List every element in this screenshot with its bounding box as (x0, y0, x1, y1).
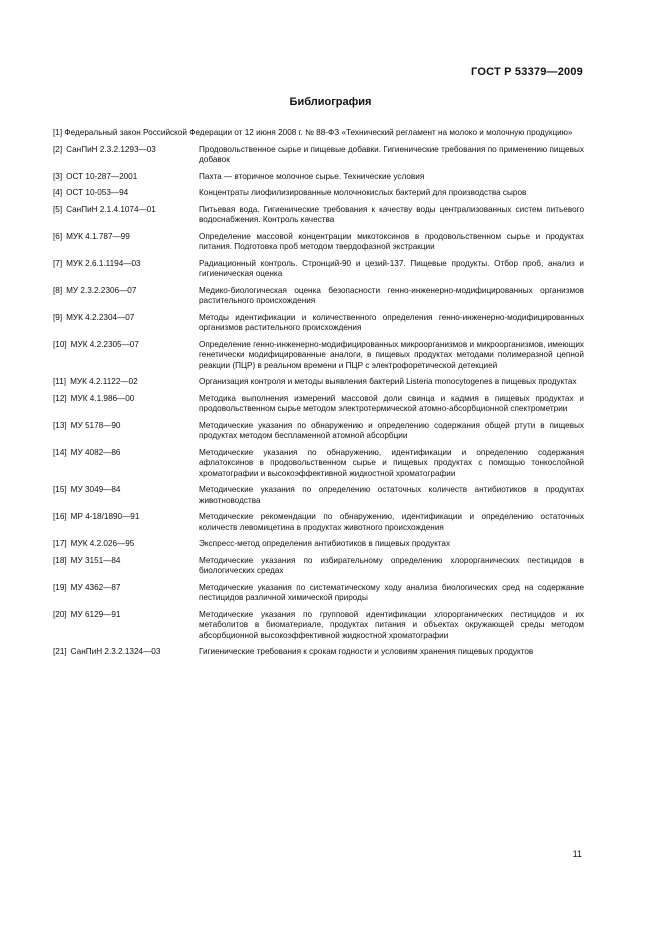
bibliography-entry (53, 145, 584, 166)
entry-description: Методические указания по систематическому ходу анализа биологических сред на содержание пестицидов различной химической природы (199, 582, 584, 602)
entry-number: [18] (53, 555, 67, 565)
entry-number: [9] (53, 312, 63, 322)
entry-description: Экспресс-метод определения антибиотиков в пищевых продуктах (199, 539, 451, 548)
bibliography-entry (53, 259, 584, 280)
entry-description: Определение генно-инженерно-модифицированных микроорганизмов и микроорганизмов, имеющих генетически модифицированные аналоги, в пищевых продуктах методами полимеразной цепной реакции (ПЦР) в реальном времени и ПЦР с электрофоретической детекцией (199, 339, 584, 370)
entry-description: Методические рекомендации по обнаружению, идентификации и определению остаточных количеств левомицетина в продуктах животного происхождения (199, 512, 584, 532)
entry-reference: МУ 3049—84 (70, 485, 121, 494)
bibliography-entry (53, 188, 584, 199)
entry-number: [19] (53, 582, 67, 592)
bibliography-entry (53, 172, 584, 183)
bibliography-entry (53, 286, 584, 307)
entry-reference: МУК 4.2.026—95 (70, 539, 135, 548)
entry-reference: ОСТ 10-287—2001 (66, 171, 138, 181)
bibliography-entry (53, 377, 584, 388)
entry-reference: ОСТ 10-053—94 (66, 188, 129, 197)
entry-number: [4] (53, 188, 63, 197)
entry-number: [16] (53, 512, 67, 521)
entry-description: Продовольственное сырье и пищевые добавки. Гигиенические требования по применению пищевых добавок (199, 144, 584, 164)
entry-reference: МУ 3151—84 (70, 555, 121, 565)
entry-reference: МУ 6129—91 (70, 609, 121, 619)
entry-reference: МУ 4082—86 (70, 447, 121, 457)
entry-number: [13] (53, 420, 67, 430)
entry-reference: МУК 4.2.1122—02 (70, 377, 138, 386)
entry-number: [15] (53, 485, 67, 494)
entry-description: Гигиенические требования к срокам годности и условиям хранения пищевых продуктов (199, 647, 534, 656)
entry-description: Пахта — вторичное молочное сырье. Технические условия (199, 171, 425, 181)
page-title: Библиография (289, 96, 372, 108)
entry-number: [11] (53, 377, 67, 386)
entry-description: Методика выполнения измерений массовой доли свинца и кадмия в пищевых продуктах и продовольственном сырье методом электротермической атомно-абсорбционной спектрометрии (199, 393, 584, 413)
bibliography-entry (53, 394, 584, 415)
bibliography-entry (53, 556, 584, 577)
entry-reference: СанПиН 2.3.2.1293—03 (66, 144, 156, 154)
entry-number: [2] (53, 144, 63, 154)
entry-description: Методические указания по групповой идентификации хлорорганических пестицидов и их метаболитов в биоматериале, продуктах питания и объектах окружающей среды методом абсорбционной высокоэффективной жидкостной хроматографии (199, 609, 584, 640)
entry-reference: МУК 4.1.986—00 (70, 393, 135, 403)
bibliography-entry (53, 647, 584, 658)
entry-description: Методические указания по обнаружению и определению содержания общей ртути в пищевых продуктах методом беспламенной атомной абсорбции (199, 420, 584, 440)
entry-description: Радиационный контроль. Стронций-90 и цезий-137. Пищевые продукты. Отбор проб, анализ и гигиеническая оценка (199, 258, 584, 278)
entry-number: [17] (53, 539, 67, 548)
entry-description: Определение массовой концентрации микотоксинов в продовольственном сырье и продуктах питания. Подготовка проб методом твердофазной экстракции (199, 231, 584, 251)
entry-reference: МУ 5178—90 (70, 420, 121, 430)
entry-description: Концентраты лиофилизированные молочнокислых бактерий для производства сыров (199, 188, 527, 197)
bibliography-entry (53, 485, 584, 506)
entry-reference: МР 4-18/1890—91 (70, 512, 140, 521)
entry-reference: СанПиН 2.1.4.1074—01 (66, 204, 156, 214)
entry-description: Питьевая вода. Гигиенические требования к качеству воды централизованных систем питьевого водоснабжения. Контроль качества (199, 204, 584, 224)
entry-reference: МУК 4.1.787—99 (66, 231, 130, 241)
entry-description: Методические указания по избирательному определению хлорорганических пестицидов в биологических средах (199, 555, 584, 575)
entry-number: [6] (53, 231, 63, 241)
entry-number: [12] (53, 393, 67, 403)
entry-reference: МУК 2.6.1.1194—03 (66, 258, 141, 268)
entry-description: Методы идентификации и количественного определения генно-инженерно-модифицированных организмов растительного происхождения (199, 312, 584, 332)
entry-description: Методические указания по определению остаточных количеств антибиотиков в продуктах животноводства (199, 485, 584, 505)
bibliography-entry (53, 421, 584, 442)
bibliography-entry (53, 128, 584, 139)
bibliography-entry (53, 610, 584, 642)
entry-number: [10] (53, 339, 67, 349)
bibliography-entry (53, 313, 584, 334)
bibliography-entry (53, 512, 584, 533)
entry-number: [8] (53, 285, 63, 295)
entry-description: Медико-биологическая оценка безопасности генно-инженерно-модифицированных организмов растительного происхождения (199, 285, 584, 305)
entry-number: [5] (53, 204, 63, 214)
entry-description: Организация контроля и методы выявления бактерий Listeria monocytogenes в пищевых продуктах (199, 377, 577, 386)
entry-reference: МУ 4362—87 (70, 582, 121, 592)
entry-reference: МУК 4.2.2305—07 (70, 339, 139, 349)
bibliography-entry (53, 583, 584, 604)
entry-description: Федеральный закон Российской Федерации от 12 июня 2008 г. № 88-ФЗ «Технический регламент на молоко и молочную продукцию» (64, 128, 573, 137)
entry-reference: МУК 4.2.2304—07 (66, 312, 135, 322)
bibliography-entry (53, 232, 584, 253)
entry-number: [14] (53, 447, 67, 457)
entry-reference: СанПиН 2.3.2.1324—03 (70, 647, 161, 656)
bibliography-entry (53, 205, 584, 226)
bibliography-entry (53, 340, 584, 372)
entry-number: [20] (53, 609, 67, 619)
bibliography-entry (53, 448, 584, 480)
entry-reference: МУ 2.3.2.2306—07 (66, 285, 137, 295)
entry-number: [3] (53, 171, 63, 181)
entry-number: [1] (53, 128, 63, 137)
bibliography-list (53, 128, 584, 664)
page-number: 11 (572, 849, 582, 859)
entry-number: [7] (53, 258, 63, 268)
bibliography-entry (53, 539, 584, 550)
entry-number: [21] (53, 647, 67, 656)
entry-description: Методические указания по обнаружению, идентификации и определению содержания афлатоксинов в продовольственном сырье и пищевых продуктах с помощью тонкослойной хроматографии и высокоэффективной жидкостной хроматографии (199, 447, 584, 478)
document-code: ГОСТ Р 53379—2009 (471, 66, 583, 78)
